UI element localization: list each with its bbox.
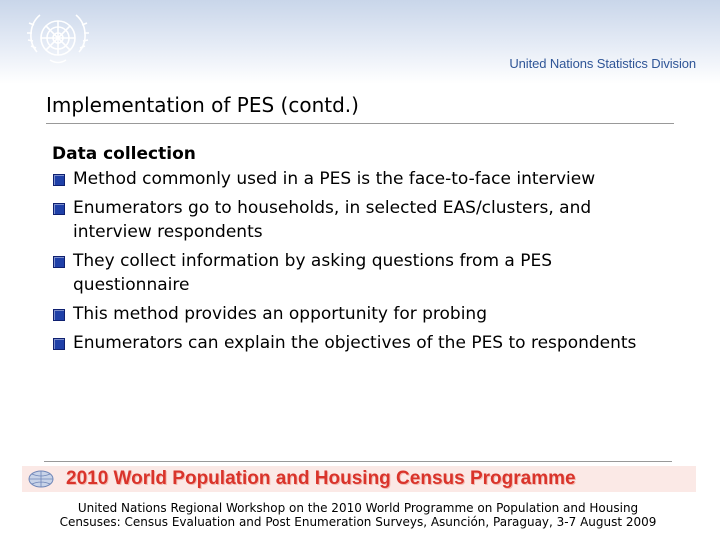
- slide-content: [52, 142, 662, 360]
- footer-line: United Nations Regional Workshop on the 2010 World Programme on Population and Housing: [77, 501, 639, 515]
- bullet-text: Enumerators can explain the objectives of the PES to respondents: [73, 333, 637, 353]
- bullet-item: [52, 331, 662, 355]
- square-bullet-icon: [53, 256, 65, 268]
- square-bullet-icon: [53, 203, 65, 215]
- square-bullet-icon: [53, 309, 65, 321]
- section-heading: Data collection: [52, 144, 196, 164]
- header-band: [0, 0, 720, 84]
- bullet-item: [52, 196, 662, 244]
- un-emblem-icon: [20, 8, 96, 72]
- bullet-text: They collect information by asking questions from a PES questionnaire: [73, 251, 553, 295]
- square-bullet-icon: [53, 338, 65, 350]
- globe-census-icon: [24, 468, 58, 490]
- footer-line: Censuses: Census Evaluation and Post Enumeration Surveys, Asunción, Paraguay, 3-7 August 2009: [59, 515, 657, 529]
- bullet-item: [52, 167, 662, 191]
- bullet-text: Enumerators go to households, in selected EAS/clusters, and interview respondents: [73, 198, 592, 242]
- title-divider: [46, 123, 674, 124]
- slide-title: Implementation of PES (contd.): [46, 93, 359, 117]
- footer-citation: [0, 501, 716, 529]
- census-programme-banner: [22, 466, 696, 492]
- bullet-text: Method commonly used in a PES is the face-to-face interview: [73, 169, 596, 189]
- bullet-text: This method provides an opportunity for probing: [73, 304, 488, 324]
- bullet-item: [52, 302, 662, 326]
- footer-divider: [44, 461, 672, 462]
- square-bullet-icon: [53, 174, 65, 186]
- bullet-item: [52, 249, 662, 297]
- organization-name: United Nations Statistics Division: [509, 56, 696, 71]
- banner-text: 2010 World Population and Housing Census Programme: [66, 468, 576, 489]
